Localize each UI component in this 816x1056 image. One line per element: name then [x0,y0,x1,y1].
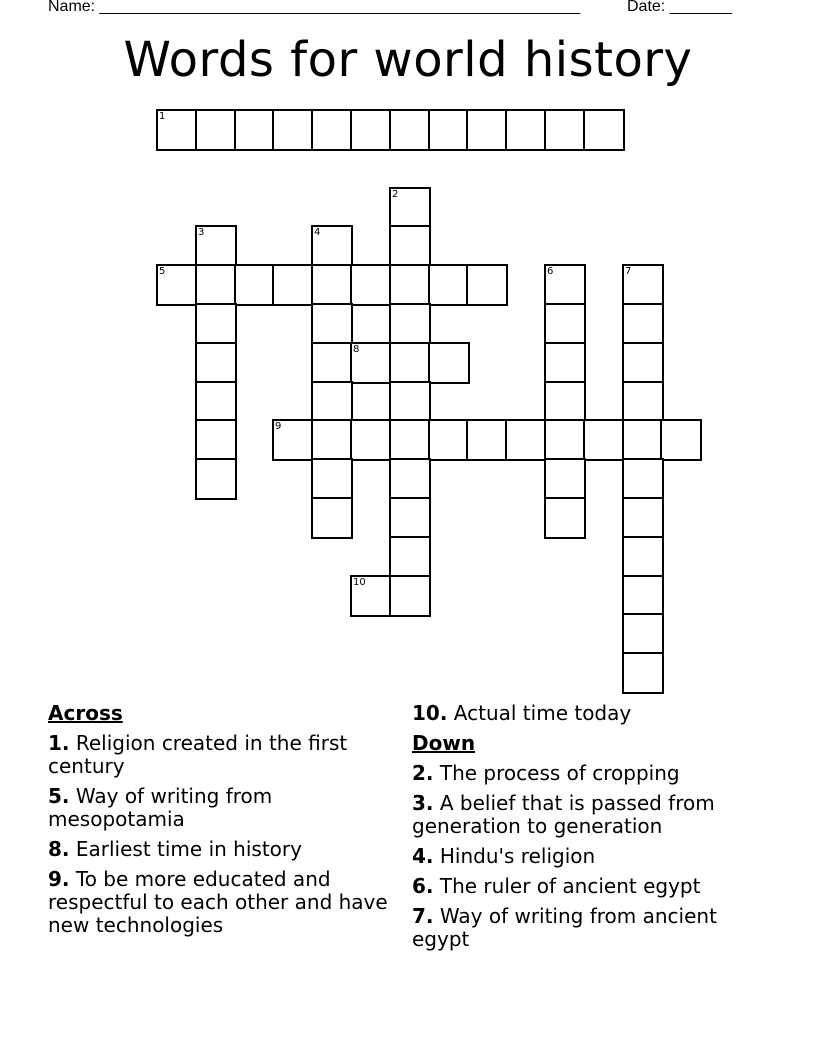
clue-down-2 [412,762,757,785]
clue-number: 3. [412,791,434,815]
crossword-cell[interactable] [234,264,276,306]
crossword-cell[interactable] [622,575,664,617]
clue-number-label: 7 [625,266,632,277]
crossword-cell[interactable] [389,225,431,267]
crossword-cell[interactable] [389,264,431,306]
crossword-cell[interactable] [544,497,586,539]
name-field: Name: ______________________________________________________ [48,0,581,15]
crossword-cell[interactable] [311,264,353,306]
clue-number-label: 10 [353,577,366,588]
crossword-cell[interactable] [622,381,664,423]
date-field: Date: _______ [627,0,732,15]
clue-number-label: 2 [392,189,399,200]
crossword-cell[interactable] [622,264,664,306]
crossword-cell[interactable] [389,497,431,539]
crossword-cell[interactable] [311,225,353,267]
crossword-cell[interactable] [466,264,508,306]
crossword-cell[interactable] [622,419,664,461]
crossword-cell[interactable] [428,419,470,461]
crossword-cell[interactable] [389,342,431,384]
crossword-cell[interactable] [505,419,547,461]
crossword-cell[interactable] [389,303,431,345]
page-title: Words for world history [123,32,693,88]
clue-number-label: 9 [275,421,282,432]
clue-across-10 [412,702,757,725]
crossword-cell[interactable] [156,109,198,151]
crossword-cell[interactable] [234,109,276,151]
clues-left-column [48,702,393,944]
clue-number: 5. [48,784,70,808]
crossword-cell[interactable] [311,381,353,423]
crossword-cell[interactable] [389,187,431,229]
crossword-cell[interactable] [350,419,392,461]
down-heading: Down [412,731,476,755]
crossword-cell[interactable] [195,381,237,423]
crossword-cell[interactable] [389,381,431,423]
crossword-cell[interactable] [350,575,392,617]
crossword-cell[interactable] [622,613,664,655]
crossword-cell[interactable] [311,497,353,539]
clue-number-label: 3 [198,227,205,238]
crossword-cell[interactable] [195,419,237,461]
crossword-cell[interactable] [466,419,508,461]
clue-down-4 [412,845,757,868]
clue-across-9 [48,868,393,937]
crossword-cell[interactable] [428,109,470,151]
clue-number: 9. [48,867,70,891]
crossword-cell[interactable] [389,536,431,578]
clue-number-label: 1 [159,111,166,122]
crossword-cell[interactable] [195,225,237,267]
clue-across-1 [48,732,393,778]
crossword-cell[interactable] [311,342,353,384]
clue-text: Way of writing from ancient egypt [412,904,717,951]
clue-number: 8. [48,837,70,861]
crossword-cell[interactable] [428,264,470,306]
clue-number-label: 8 [353,344,360,355]
clue-across-5 [48,785,393,831]
crossword-cell[interactable] [195,342,237,384]
crossword-cell[interactable] [544,303,586,345]
crossword-cell[interactable] [660,419,702,461]
crossword-cell[interactable] [311,458,353,500]
crossword-cell[interactable] [195,264,237,306]
clue-text: The ruler of ancient egypt [439,874,701,898]
clues-right-column [412,702,757,958]
crossword-cell[interactable] [350,109,392,151]
crossword-cell[interactable] [195,303,237,345]
crossword-cell[interactable] [544,109,586,151]
crossword-cell[interactable] [544,458,586,500]
crossword-cell[interactable] [544,264,586,306]
crossword-cell[interactable] [583,419,625,461]
across-heading: Across [48,701,123,725]
crossword-cell[interactable] [622,497,664,539]
clue-down-7 [412,905,757,951]
clue-text: Earliest time in history [75,837,302,861]
crossword-cell[interactable] [622,458,664,500]
crossword-cell[interactable] [272,264,314,306]
crossword-cell[interactable] [583,109,625,151]
clue-text: Religion created in the first century [48,731,348,778]
crossword-cell[interactable] [311,109,353,151]
clue-number-label: 4 [314,227,321,238]
clue-text: To be more educated and respectful to each other and have new technologies [48,867,388,937]
crossword-cell[interactable] [428,342,470,384]
clue-number: 4. [412,844,434,868]
crossword-cell[interactable] [505,109,547,151]
clue-across-8 [48,838,393,861]
clue-text: Way of writing from mesopotamia [48,784,273,831]
crossword-cell[interactable] [350,264,392,306]
clue-number: 7. [412,904,434,928]
crossword-cell[interactable] [544,419,586,461]
crossword-cell[interactable] [389,458,431,500]
crossword-cell[interactable] [544,381,586,423]
crossword-cell[interactable] [622,652,664,694]
crossword-cell[interactable] [622,342,664,384]
clue-number-label: 6 [547,266,554,277]
crossword-cell[interactable] [156,264,198,306]
crossword-cell[interactable] [466,109,508,151]
crossword-cell[interactable] [622,536,664,578]
crossword-cell[interactable] [389,419,431,461]
clue-text: Hindu's religion [439,844,596,868]
clue-text: The process of cropping [439,761,680,785]
clue-number: 10. [412,701,448,725]
clue-text: Actual time today [453,701,632,725]
clue-number: 2. [412,761,434,785]
clue-down-3 [412,792,757,838]
crossword-cell[interactable] [311,303,353,345]
crossword-cell[interactable] [311,419,353,461]
crossword-cell[interactable] [389,109,431,151]
clue-number-label: 5 [159,266,166,277]
crossword-cell[interactable] [544,342,586,384]
clue-text: A belief that is passed from generation to generation [412,791,715,838]
crossword-cell[interactable] [350,342,392,384]
crossword-cell[interactable] [272,109,314,151]
crossword-cell[interactable] [622,303,664,345]
crossword-cell[interactable] [389,575,431,617]
crossword-cell[interactable] [195,458,237,500]
clue-down-6 [412,875,757,898]
crossword-cell[interactable] [195,109,237,151]
clue-number: 6. [412,874,434,898]
clue-number: 1. [48,731,70,755]
crossword-cell[interactable] [272,419,314,461]
